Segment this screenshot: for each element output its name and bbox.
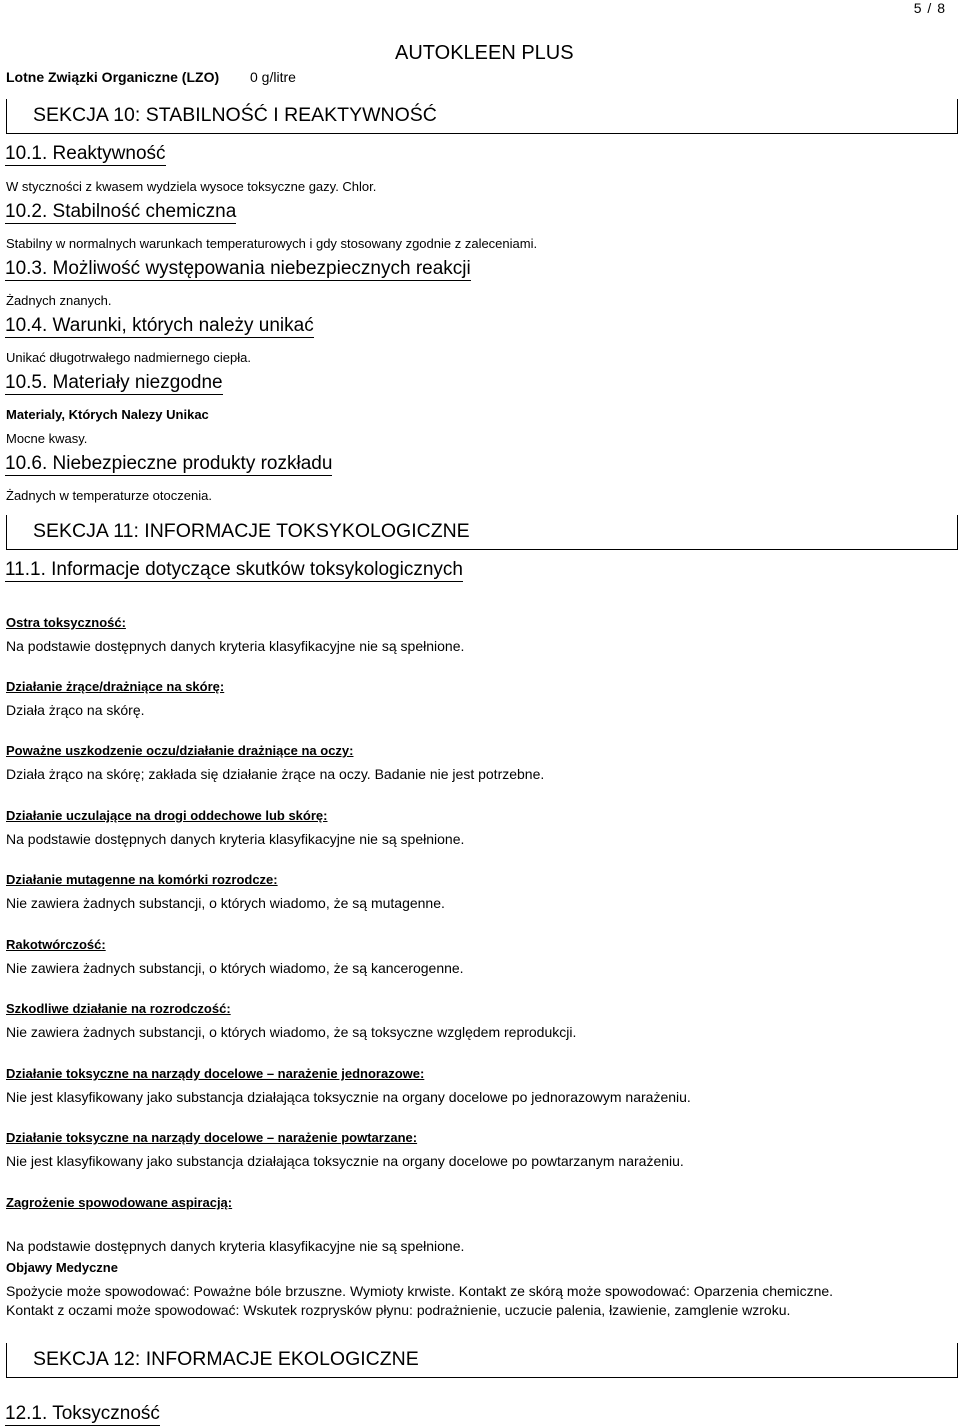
subsection-10-1-text: W styczności z kwasem wydziela wysoce toksyczne gazy. Chlor. xyxy=(6,179,377,194)
page-separator: / xyxy=(927,0,933,16)
tox-item-text: Nie zawiera żadnych substancji, o których wiadomo, że są kancerogenne. xyxy=(6,960,464,976)
subsection-10-1-title: 10.1. Reaktywność xyxy=(5,143,166,164)
section-11-title: SEKCJA 11: INFORMACJE TOKSYKOLOGICZNE xyxy=(33,520,470,542)
tox-item-label: Działanie mutagenne na komórki rozrodcze: xyxy=(6,872,278,887)
subsection-11-1-title: 11.1. Informacje dotyczące skutków toksykologicznych xyxy=(5,559,463,580)
tox-item-text: Działa żrąco na skórę. xyxy=(6,702,145,718)
subsection-10-3-title: 10.3. Możliwość występowania niebezpiecznych reakcji xyxy=(5,258,471,279)
voc-value: 0 g/litre xyxy=(250,69,296,85)
subsection-10-6-text: Żadnych w temperaturze otoczenia. xyxy=(6,488,212,503)
subsection-10-5-label: Materialy, Których Nalezy Unikac xyxy=(6,407,209,422)
subsection-12-1-title: 12.1. Toksyczność xyxy=(5,1403,160,1424)
tox-item-label: Rakotwórczość: xyxy=(6,937,106,952)
tox-item-text: Na podstawie dostępnych danych kryteria klasyfikacyjne nie są spełnione. xyxy=(6,638,465,654)
tox-item-text: Nie jest klasyfikowany jako substancja działająca toksycznie na organy docelowe po powtarzanym narażeniu. xyxy=(6,1153,684,1169)
subsection-10-2-text: Stabilny w normalnych warunkach temperaturowych i gdy stosowany zgodnie z zaleceniami. xyxy=(6,236,538,251)
section-12-header xyxy=(6,1343,958,1378)
section-12-title: SEKCJA 12: INFORMACJE EKOLOGICZNE xyxy=(33,1348,419,1370)
tox-item-label: Zagrożenie spowodowane aspiracją: xyxy=(6,1195,233,1210)
voc-label: Lotne Związki Organiczne (LZO) xyxy=(6,69,220,85)
subsection-10-2-title: 10.2. Stabilność chemiczna xyxy=(5,201,237,222)
subsection-10-4-text: Unikać długotrwałego nadmiernego ciepła. xyxy=(6,350,251,365)
section-10-header xyxy=(6,99,958,134)
page-total: 8 xyxy=(937,0,946,16)
tox-item-text: Nie jest klasyfikowany jako substancja działająca toksycznie na organy docelowe po jednorazowym narażeniu. xyxy=(6,1089,691,1105)
tox-item-text: Nie zawiera żadnych substancji, o których wiadomo, że są mutagenne. xyxy=(6,895,445,911)
tox-item-text: Na podstawie dostępnych danych kryteria klasyfikacyjne nie są spełnione. xyxy=(6,1238,465,1254)
symptoms-line-2: Kontakt z oczami może spowodować: Wskutek rozprysków płynu: podrażnienie, uczucie palenia, łzawienie, zamglenie wzroku. xyxy=(6,1302,791,1318)
subsection-10-3-text: Żadnych znanych. xyxy=(6,293,112,308)
tox-item-label: Działanie żrące/drażniące na skórę: xyxy=(6,679,225,694)
tox-item-text: Nie zawiera żadnych substancji, o których wiadomo, że są toksyczne względem reprodukcji. xyxy=(6,1024,577,1040)
symptoms-label: Objawy Medyczne xyxy=(6,1260,118,1275)
subsection-10-5-title: 10.5. Materiały niezgodne xyxy=(5,372,223,393)
tox-item-label: Działanie toksyczne na narządy docelowe – narażenie jednorazowe: xyxy=(6,1066,425,1081)
section-10-title: SEKCJA 10: STABILNOŚĆ I REAKTYWNOŚĆ xyxy=(33,104,437,126)
tox-item-label: Szkodliwe działanie na rozrodczość: xyxy=(6,1001,231,1016)
tox-item-label: Działanie toksyczne na narządy docelowe – narażenie powtarzane: xyxy=(6,1130,418,1145)
tox-item-label: Ostra toksyczność: xyxy=(6,615,126,630)
subsection-10-4-title: 10.4. Warunki, których należy unikać xyxy=(5,315,314,336)
subsection-10-5-text: Mocne kwasy. xyxy=(6,431,88,446)
section-11-header xyxy=(6,515,958,550)
subsection-10-6-title: 10.6. Niebezpieczne produkty rozkładu xyxy=(5,453,333,474)
page-number: 5 xyxy=(913,0,923,16)
tox-item-text: Na podstawie dostępnych danych kryteria klasyfikacyjne nie są spełnione. xyxy=(6,831,465,847)
tox-item-text: Działa żrąco na skórę; zakłada się działanie żrące na oczy. Badanie nie jest potrzebne. xyxy=(6,766,545,782)
page-counter xyxy=(914,0,946,16)
tox-item-label: Działanie uczulające na drogi oddechowe lub skórę: xyxy=(6,808,328,823)
tox-item-label: Poważne uszkodzenie oczu/działanie drażniące na oczy: xyxy=(6,743,354,758)
product-name: AUTOKLEEN PLUS xyxy=(395,42,574,64)
symptoms-line-1: Spożycie może spowodować: Poważne bóle brzuszne. Wymioty krwiste. Kontakt ze skórą może spowodować: Oparzenia chemiczne. xyxy=(6,1283,834,1299)
